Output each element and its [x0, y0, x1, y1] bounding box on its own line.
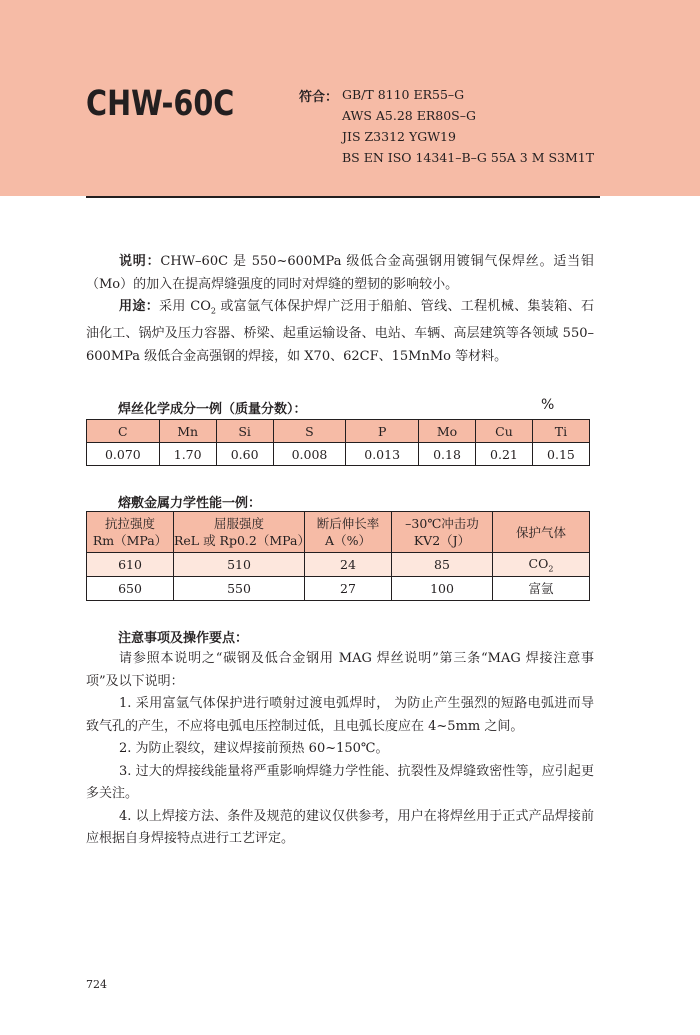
chem-value-cell: 0.070: [87, 443, 160, 466]
percent-unit: %: [541, 397, 555, 413]
chemical-header-row: [87, 420, 590, 443]
mech-header-line1: 抗拉强度: [104, 516, 155, 531]
mech-kv2-cell: 100: [392, 577, 493, 601]
notes-intro: 请参照本说明之“碳钢及低合金钢用 MAG 焊丝说明”第三条“MAG 焊接注意事项”及以下说明：: [86, 651, 594, 689]
mech-header-cell: [493, 512, 590, 553]
chem-value-cell: 0.18: [419, 443, 476, 466]
chem-header-cell: Si: [216, 420, 273, 443]
note-item: 2. 为防止裂纹，建议焊接前预热 60~150℃。: [119, 741, 389, 756]
header-band: [0, 0, 700, 196]
chem-value-cell: 0.15: [532, 443, 589, 466]
mech-rm-cell: 610: [87, 553, 174, 577]
mech-header-line2: ReL 或 Rp0.2（MPa）: [174, 533, 310, 548]
usage-text-b: 或富氩气体保护焊广泛用于船舶、管线、工程机械、集装箱、石油化工、锅炉及压力容器、桥梁、起重运输设备、电站、车辆、高层建筑等各领域 550–600MPa 级低合金高强钢的焊接，如 X70、62CF、15MnMo 等材料。: [86, 299, 594, 364]
header-divider: [86, 196, 600, 198]
usage-label: 用途：: [119, 299, 160, 314]
mech-header-cell: [174, 512, 310, 553]
mech-header-line1: 断后伸长率: [316, 516, 380, 531]
standard-item: JIS Z3312 YGW19: [342, 129, 456, 144]
standard-item: BS EN ISO 14341–B–G 55A 3 M S3M1T: [342, 150, 595, 165]
mech-header-cell: [305, 512, 392, 553]
intro-section: [86, 251, 594, 368]
chem-header-cell: Ti: [532, 420, 589, 443]
mechanical-row: [87, 577, 590, 601]
gas-text: 富氩: [528, 580, 554, 596]
mech-header-cell: [392, 512, 493, 553]
mechanical-title: 熔敷金属力学性能一例：: [118, 496, 262, 511]
mechanical-row: [87, 553, 590, 577]
page-number: 724: [86, 978, 107, 991]
mech-header-cell: [87, 512, 174, 553]
note-item: 4. 以上焊接方法、条件及规范的建议仅供参考，用户在将焊丝用于正式产品焊接前应根据自身焊接特点进行工艺评定。: [86, 808, 594, 846]
chem-value-cell: 0.013: [346, 443, 419, 466]
usage-paragraph: [86, 296, 594, 368]
note-item: 3. 过大的焊接线能量将严重影响焊缝力学性能、抗裂性及焊缝致密性等，应引起更多关注。: [86, 763, 594, 801]
description-text: CHW–60C 是 550~600MPa 级低合金高强钢用镀铜气保焊丝。适当钼（Mo）的加入在提高焊缝强度的同时对焊缝的塑韧的影响较小。: [86, 254, 594, 292]
mech-header-line2: KV2（J）: [413, 533, 471, 548]
description-label: 说明：: [119, 254, 161, 269]
mech-kv2-cell: 85: [392, 553, 493, 577]
mech-rm-cell: 650: [87, 577, 174, 601]
mech-gas-cell: [493, 577, 590, 601]
standards-list: [342, 84, 594, 168]
mech-a-cell: 27: [305, 577, 392, 601]
chem-header-cell: C: [87, 420, 160, 443]
usage-co2-sub: 2: [210, 306, 216, 316]
notes-section: [86, 648, 594, 851]
notes-title: 注意事项及操作要点：: [118, 631, 249, 646]
mech-rel-cell: 550: [174, 577, 305, 601]
chem-value-cell: 1.70: [159, 443, 216, 466]
mech-gas-cell: [493, 553, 590, 577]
usage-text-a: 采用 CO: [159, 299, 211, 314]
chem-header-cell: Mn: [159, 420, 216, 443]
chemical-title: 焊丝化学成分一例（质量分数）：: [118, 402, 307, 417]
mech-header-line1: 保护气体: [515, 524, 566, 540]
conform-label: 符合：: [299, 90, 339, 105]
chem-value-cell: 0.60: [216, 443, 273, 466]
product-title: CHW-60C: [86, 84, 235, 124]
mech-header-line1: 屈服强度: [213, 516, 264, 531]
mechanical-header-row: [87, 512, 590, 553]
chem-header-cell: Mo: [419, 420, 476, 443]
mech-header-line1: –30℃冲击功: [405, 516, 479, 531]
chem-value-cell: 0.21: [475, 443, 532, 466]
description-paragraph: [86, 251, 594, 296]
mech-a-cell: 24: [305, 553, 392, 577]
mech-header-line2: Rm（MPa）: [92, 533, 168, 548]
mechanical-table: [86, 511, 590, 601]
mech-header-line2: A（%）: [325, 533, 371, 548]
note-item: 1. 采用富氩气体保护进行喷射过渡电弧焊时， 为防止产生强烈的短路电弧进而导致气孔的产生，不应将电弧电压控制过低，且电弧长度应在 4~5mm 之间。: [86, 696, 594, 734]
gas-subscript: 2: [548, 564, 554, 574]
chem-value-cell: 0.008: [273, 443, 346, 466]
chem-header-cell: Cu: [475, 420, 532, 443]
gas-text: CO: [528, 555, 549, 571]
chem-header-cell: S: [273, 420, 346, 443]
standard-item: GB/T 8110 ER55–G: [342, 87, 465, 102]
standard-item: AWS A5.28 ER80S–G: [342, 108, 476, 123]
chemical-table: [86, 419, 590, 466]
chemical-value-row: [87, 443, 590, 466]
chem-header-cell: P: [346, 420, 419, 443]
mech-rel-cell: 510: [174, 553, 305, 577]
